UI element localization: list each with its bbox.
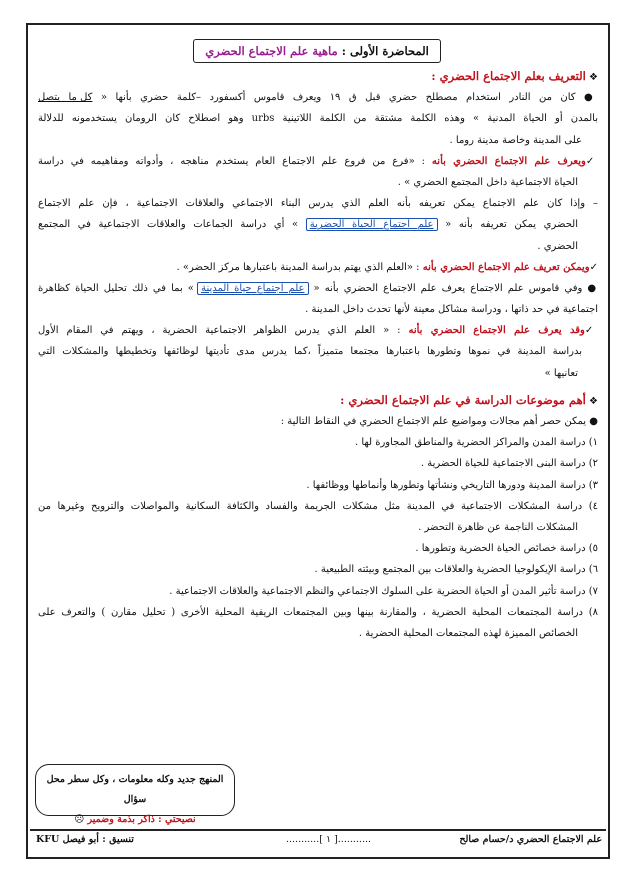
topics-heading-line [38,390,598,411]
check-icon: ✓ [585,155,598,167]
text-run: » أي دراسة الجماعات والعلاقات الاجتماعية في المجتمع [38,219,306,231]
definition-3-head: وقد يعرف علم الاجتماع الحضري بأنه [408,325,585,337]
paragraph-line [38,278,598,299]
paragraph-line: بالمدن أو الحياة المدنية » وهذه الكلمة مشتقة من الكلمة اللاتينية urbs وهو اصطلاح كان الرومان يستخدمونه للدلالة [38,113,598,125]
list-item: المشكلات الناجمة عن ظاهرة التحضر . [418,521,578,533]
footer-course: علم الاجتماع الحضري د/حسام صالح [459,834,602,845]
sad-face-icon: ☹ [74,814,85,825]
bullet-icon: ● [589,416,598,427]
paragraph-line: – وإذا كان علم الاجتماع يمكن تعريفه بأنه العلم الذي يدرس البناء الاجتماعي والعلاقات الاجتماعية ، فإن علم الاجتماع [38,198,598,210]
lecture-topic: ماهية علم الاجتماع الحضري [205,44,338,58]
check-icon: ✓ [584,325,598,337]
advice-note-box [35,764,235,825]
text-run: » بما في ذلك تحليل الحياة كظاهرة [38,282,198,294]
paragraph-line [38,214,598,235]
definition-3-text: : « العلم الذي يدرس الظواهر الاجتماعية الحضرية ، ويهتم في المقام الأول [38,325,409,337]
definition-1-head: ويعرف علم الاجتماع الحضري بأنه [431,155,586,167]
text-run: كان من النادر استخدام مصطلح حضري قبل ق ١٩ ويعرف قاموس أكسفورد –كلمة حضري بأنها « [92,92,576,104]
note-line-1: المنهج جديد وكله معلومات ، وكل سطر محل سؤال [46,774,224,805]
paragraph-line: الحياة الاجتماعية داخل المجتمع الحضري » . [397,176,578,188]
list-item: الخصائص المميزة لهذه المجتمعات المحلية الحضرية . [358,627,578,639]
topics-heading: أهم موضوعات الدراسة في علم الاجتماع الحضري : [340,392,586,407]
diamond-icon: ❖ [589,395,598,407]
bullet-icon: ● [587,282,598,294]
definition-2-line [38,257,598,278]
list-item: ٧) دراسة تأثير المدن أو الحياة الحضرية على السلوك الاجتماعي والنظم الاجتماعية والعلاقات الاجتماعية . [169,585,598,597]
definition-heading-line [38,66,598,87]
definition-heading: التعريف بعلم الاجتماع الحضري : [431,69,586,83]
list-item: ٦) دراسة الإيكولوجيا الحضرية والعلاقات بين المجتمع وبيئته الطبيعية . [314,564,598,576]
page-footer [36,830,602,850]
lecture-title-box [193,39,441,63]
text-run: وفي قاموس علم الاجتماع يعرف علم الاجتماع الحضري بأنه « [308,282,583,294]
list-item: ٥) دراسة خصائص الحياة الحضرية وتطورها . [415,543,598,555]
paragraph-line: بدراسة المدينة في نموها وتطورها باعتبارها مجتمعا متميزاً ،كما يدرس مدى تأديتها لوظائفها وتخطيطها والمشكلات التي [38,346,582,358]
diamond-icon: ❖ [589,72,598,83]
highlighted-term: علم اجتماع الحياة الحضرية [306,218,438,231]
definition-3-line [38,320,598,341]
list-item: ٨) دراسة المجتمعات المحلية الحضرية ، والمقارنة بينها وبين المجتمعات الريفية المحلية الأخرى ( تحليل مقارن ) والتعرف على [38,606,598,618]
check-icon: ✓ [589,261,598,273]
list-item: ٣) دراسة المدينة ودورها التاريخي ونشأتها وتطورها وأنماطها ووظائفها . [306,479,598,491]
paragraph-line: على المدينة وخاصة مدينة روما . [449,134,582,146]
list-item: ٢) دراسة البنى الاجتماعية للحياة الحضرية . [420,458,598,470]
definition-1-text: : «فرع من فروع علم الاجتماع العام يستخدم مناهجه ، وأدواته ومفاهيمه في دراسة [38,155,432,167]
definition-2-head: ويمكن تعريف علم الاجتماع الحضري بأنه [422,261,590,273]
lecture-label: المحاضرة الأولى : [341,44,429,58]
bullet-icon: ● [583,92,598,104]
definition-2-text: : «العلم الذي يهتم بدراسة المدينة باعتبارها مركز الحضر» . [176,261,423,273]
definition-1-line [38,151,598,172]
paragraph-line [38,411,598,432]
highlighted-term: علم اجتماع حياة المدينة [197,282,308,295]
advice-text: نصيحتي : ذاكر بذمة وضمير [87,814,196,825]
paragraph-line: الحضري . [537,240,578,252]
note-line-2 [36,810,234,830]
text-run: الحضري يمكن تعريفه بأنه « [437,219,578,231]
paragraph-line: اجتماعية في حد ذاتها ، ودراسة مشاكل معينة لأنها تحدث داخل المدينة . [305,304,598,316]
footer-page-number: ...........[ ١ ]........... [286,834,372,845]
text-run: يمكن حصر أهم مجالات ومواضيع علم الاجتماع الحضري في النقاط التالية : [280,416,587,427]
list-item: ١) دراسة المدن والمراكز الحضرية والمناطق المجاورة لها . [354,437,598,449]
footer-credit: تنسيق : أبو فيصل KFU [36,834,134,845]
document-body [38,66,598,644]
paragraph-line: تعانيها » [544,367,578,379]
list-item: ٤) دراسة المشكلات الاجتماعية في المدينة مثل مشكلات الجريمة والفساد والكثافة السكانية والمواصلات والترويح وغيرها من [38,500,598,512]
underlined-text: كل ما يتصل [38,92,93,104]
paragraph-line [38,87,598,108]
